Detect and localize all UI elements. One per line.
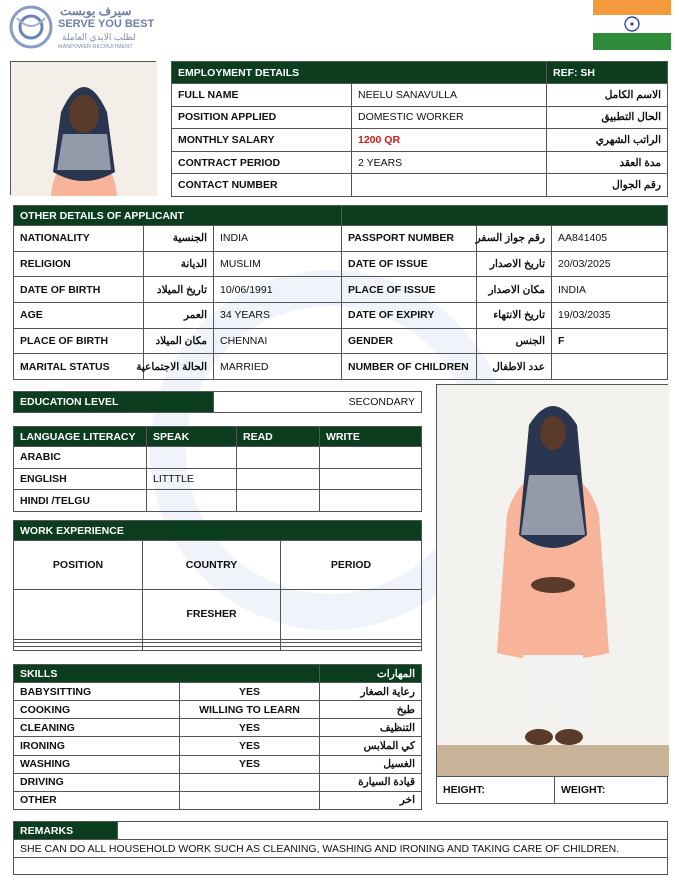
language-literacy-table: LANGUAGE LITERACY SPEAK READ WRITE ARABIC ENGLISH LITTTLE HINDI /TELGU <box>13 426 422 512</box>
language-row: ENGLISH LITTTLE <box>14 468 422 490</box>
weight-label: WEIGHT: <box>555 777 668 804</box>
emp-row-contact: CONTACT NUMBER رقم الجوال <box>172 174 668 197</box>
salary-value: 1200 QR <box>352 129 547 152</box>
education-label: EDUCATION LEVEL <box>14 392 214 413</box>
logo-emblem-icon <box>8 4 54 50</box>
emp-row-full-name: FULL NAME NEELU SANAVULLA الاسم الكامل <box>172 84 668 107</box>
work-experience-table <box>13 520 422 651</box>
other-row: MARITAL STATUS الحالة الاجتماعية MARRIED NUMBER OF CHILDREN عدد الاطفال <box>14 354 668 380</box>
skill-row: BABYSITTING YES رعاية الصغار <box>14 683 422 701</box>
reference-number: REF: SH <box>547 62 668 84</box>
full-body-figure <box>437 385 669 777</box>
other-details-header: OTHER DETAILS OF APPLICANT <box>14 206 342 226</box>
skill-row: WASHING YES الغسيل <box>14 755 422 773</box>
education-level-table <box>13 391 422 413</box>
emp-row-salary: MONTHLY SALARY 1200 QR الراتب الشهري <box>172 129 668 152</box>
remarks-header: REMARKS <box>14 822 118 840</box>
height-label: HEIGHT: <box>437 777 555 804</box>
remarks-text: SHE CAN DO ALL HOUSEHOLD WORK SUCH AS CLEANING, WASHING AND IRONING AND TAKING CARE OF CHILDREN. <box>14 840 668 858</box>
work-experience-header: WORK EXPERIENCE <box>14 521 422 541</box>
other-row: NATIONALITY الجنسية INDIA PASSPORT NUMBER رقم جواز السفر AA841405 <box>14 226 668 252</box>
india-flag <box>593 0 671 50</box>
contract-value: 2 YEARS <box>352 151 547 174</box>
emp-row-position: POSITION APPLIED DOMESTIC WORKER الحال التطبيق <box>172 106 668 129</box>
portrait-figure <box>11 62 157 196</box>
emp-row-contract: CONTRACT PERIOD 2 YEARS مدة العقد <box>172 151 668 174</box>
contact-value <box>352 174 547 197</box>
position-value: DOMESTIC WORKER <box>352 106 547 129</box>
work-row: FRESHER <box>14 590 422 639</box>
language-row: HINDI /TELGU <box>14 490 422 512</box>
skills-header-ar: المهارات <box>320 665 422 683</box>
applicant-full-photo <box>436 384 668 776</box>
remarks-table <box>13 821 668 875</box>
employment-details-table <box>171 61 668 197</box>
skill-row: DRIVING قيادة السيارة <box>14 773 422 791</box>
other-row: RELIGION الديانة MUSLIM DATE OF ISSUE تاريخ الاصدار 20/03/2025 <box>14 251 668 277</box>
logo-tagline-ar: لطلب الايدي العاملة <box>62 32 136 42</box>
full-name-value: NEELU SANAVULLA <box>352 84 547 107</box>
other-row: PLACE OF BIRTH مكان الميلاد CHENNAI GENDER الجنس F <box>14 328 668 354</box>
work-row <box>14 647 422 651</box>
other-row: DATE OF BIRTH تاريخ الميلاد 10/06/1991 PLACE OF ISSUE مكان الاصدار INDIA <box>14 277 668 303</box>
ashoka-chakra-icon <box>623 15 641 33</box>
height-weight-table <box>436 776 668 804</box>
language-row: ARABIC <box>14 447 422 469</box>
applicant-portrait-photo <box>10 61 156 195</box>
skill-row: COOKING WILLING TO LEARN طبخ <box>14 701 422 719</box>
other-details-table <box>13 205 668 380</box>
education-value: SECONDARY <box>214 392 422 413</box>
skills-header: SKILLS <box>14 665 320 683</box>
logo-name-ar: سيرف يوبست <box>60 4 132 18</box>
skill-row: IRONING YES كي الملابس <box>14 737 422 755</box>
logo-name-en: SERVE YOU BEST <box>58 18 155 30</box>
work-columns: POSITION COUNTRY PERIOD <box>14 541 422 590</box>
other-row: AGE العمر 34 YEARS DATE OF EXPIRY تاريخ الانتهاء 19/03/2035 <box>14 302 668 328</box>
skill-row: OTHER اخر <box>14 791 422 809</box>
skill-row: CLEANING YES التنظيف <box>14 719 422 737</box>
company-logo <box>8 4 158 54</box>
logo-tagline-en: MANPOWER RECRUITMENT <box>58 44 133 50</box>
employment-details-header: EMPLOYMENT DETAILS <box>172 62 547 84</box>
skills-table <box>13 664 422 810</box>
